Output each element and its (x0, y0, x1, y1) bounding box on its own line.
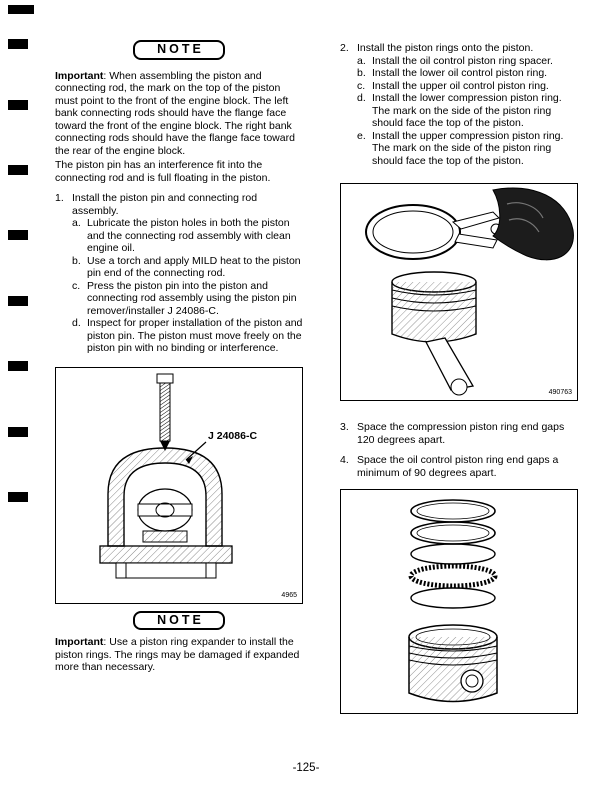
note-box (133, 40, 225, 60)
registration-mark (8, 492, 28, 502)
important-paragraph (55, 70, 303, 158)
note-label: NOTE (157, 612, 204, 627)
important-text: : Use a piston ring expander to install the piston rings. The rings may be damaged if expanded more than necessary. (55, 636, 300, 673)
pin-fit-paragraph: The piston pin has an interference fit into the connecting rod and is full floating in the piston. (55, 159, 271, 184)
step-number: 4. (340, 454, 349, 466)
substep-letter: b. (357, 67, 366, 79)
registration-mark (8, 427, 28, 437)
page-number: -125- (292, 761, 320, 774)
substep-letter: d. (357, 92, 366, 104)
figure-number: 4965 (281, 591, 297, 599)
tool-callout-label: J 24086-C (208, 429, 258, 442)
important-paragraph-2 (55, 636, 303, 674)
important-text: : When assembling the piston and connecting rod, the mark on the top of the piston must point to the front of the engine block. The left bank connecting rods should have the flange face toward the front of the engine block. The right bank connecting rods should have the flange face toward the rear of the engine block. (55, 69, 295, 157)
step-1b (72, 255, 303, 280)
ring-set-illustration (341, 490, 577, 713)
substep-letter: c. (357, 79, 366, 92)
step-number: 1. (55, 192, 64, 204)
step-number: 3. (340, 421, 349, 433)
piston-pin-installer-illustration (56, 368, 302, 603)
ring-pliers-illustration (341, 184, 577, 400)
figure-number: 490763 (548, 389, 572, 396)
substep-letter: c. (72, 279, 81, 292)
registration-mark (8, 100, 28, 110)
step-3 (340, 421, 578, 446)
substep-text: Install the upper compression piston ring. The mark on the side of the piston ring should face the top of the piston. (372, 129, 564, 167)
step-1d (72, 317, 303, 355)
registration-mark (8, 361, 28, 371)
step-text: Space the oil control piston ring end gaps a minimum of 90 degrees apart. (357, 454, 559, 479)
step-text: Install the piston rings onto the piston. (357, 42, 534, 54)
substep-text: Inspect for proper installation of the piston and piston pin. The piston must move freely on the piston pin with no binding or interference. (87, 317, 303, 354)
substep-letter: d. (72, 317, 81, 329)
step-number: 2. (340, 42, 349, 54)
step-2b (357, 67, 578, 80)
step-4 (340, 454, 578, 479)
registration-mark (8, 5, 34, 14)
substep-text: Install the lower compression piston ring. The mark on the side of the piston ring should face the top of the piston. (372, 92, 562, 129)
substep-text: Install the oil control piston ring spacer. (372, 54, 553, 67)
note-box (133, 611, 225, 631)
step-text: Install the piston pin and connecting rod assembly. (72, 192, 258, 217)
step-1 (55, 192, 303, 217)
substep-text: Install the upper oil control piston ring. (372, 79, 549, 92)
figure-ring-set-exploded (340, 489, 578, 714)
registration-mark (8, 230, 28, 240)
registration-mark (8, 39, 28, 49)
substep-text: Lubricate the piston holes in both the piston and the connecting rod assembly with clean engine oil. (87, 217, 291, 254)
registration-mark (8, 165, 28, 175)
substep-letter: b. (72, 254, 81, 267)
note-label: NOTE (157, 42, 204, 56)
figure-piston-pin-installer (55, 367, 303, 604)
step-1a (72, 217, 303, 255)
substep-letter: a. (357, 54, 366, 67)
important-label: Important (55, 69, 104, 82)
figure-ring-pliers (340, 183, 578, 401)
substep-text: Use a torch and apply MILD heat to the piston pin end of the connecting rod. (87, 254, 301, 279)
step-2a (357, 55, 578, 68)
important-label: Important (55, 636, 104, 648)
step-2d (357, 92, 578, 130)
step-2e (357, 130, 578, 168)
left-column (55, 40, 303, 676)
step-2 (340, 42, 578, 55)
substep-letter: e. (357, 129, 366, 142)
substep-text: Install the lower oil control piston ring. (372, 67, 548, 79)
registration-mark (8, 296, 28, 306)
step-text: Space the compression piston ring end gaps 120 degrees apart. (357, 421, 565, 446)
step-1c (72, 280, 303, 318)
substep-text: Press the piston pin into the piston and connecting rod assembly using the piston pin remover/installer J 24086-C. (87, 279, 297, 317)
right-column (340, 40, 578, 714)
step-2c (357, 80, 578, 93)
substep-letter: a. (72, 217, 81, 229)
